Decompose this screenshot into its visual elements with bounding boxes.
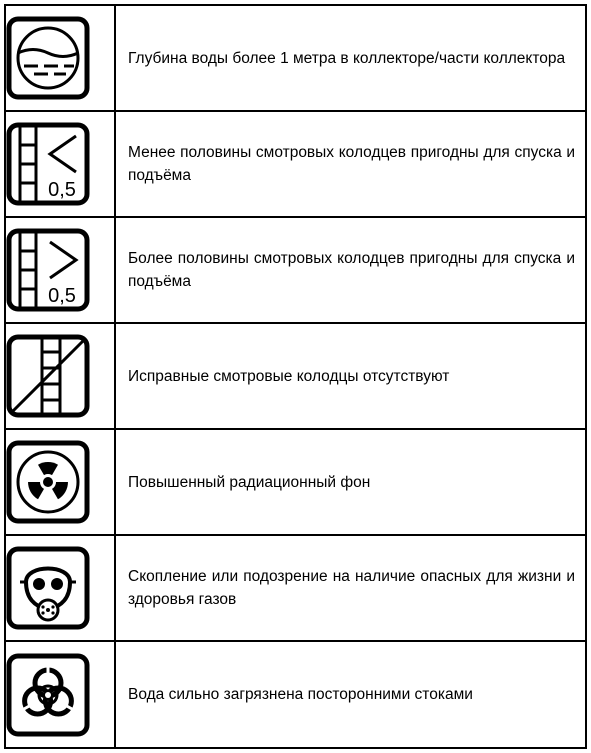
gas-mask-icon xyxy=(6,546,114,630)
fraction-label: 0,5 xyxy=(48,285,76,307)
legend-text: Исправные смотровые колодцы отсутствуют xyxy=(115,323,586,429)
legend-text: Более половины смотровых колодцев пригодны для спуска и подъёма xyxy=(115,217,586,323)
legend-row xyxy=(5,323,586,429)
biohazard-icon xyxy=(6,653,114,737)
legend-row xyxy=(5,535,586,641)
water-depth-icon xyxy=(6,16,114,100)
fraction-label: 0,5 xyxy=(48,179,76,201)
manholes-less-half-icon xyxy=(6,122,114,206)
radiation-icon xyxy=(6,440,114,524)
legend-row xyxy=(5,641,586,748)
icon-cell xyxy=(5,641,115,748)
icon-cell xyxy=(5,323,115,429)
legend-text: Глубина воды более 1 метра в коллекторе/части коллектора xyxy=(115,5,586,111)
manholes-absent-icon xyxy=(6,334,114,418)
legend-text: Повышенный радиационный фон xyxy=(115,429,586,535)
legend-row xyxy=(5,429,586,535)
icon-cell xyxy=(5,429,115,535)
legend-text: Менее половины смотровых колодцев пригодны для спуска и подъёма xyxy=(115,111,586,217)
legend-text: Вода сильно загрязнена посторонними стоками xyxy=(115,641,586,748)
legend-row xyxy=(5,111,586,217)
icon-cell xyxy=(5,217,115,323)
icon-cell xyxy=(5,5,115,111)
manholes-more-half-icon xyxy=(6,228,114,312)
legend-text: Скопление или подозрение на наличие опасных для жизни и здоровья газов xyxy=(115,535,586,641)
legend-row xyxy=(5,217,586,323)
legend-table xyxy=(4,4,587,749)
icon-cell xyxy=(5,111,115,217)
legend-row xyxy=(5,5,586,111)
icon-cell xyxy=(5,535,115,641)
